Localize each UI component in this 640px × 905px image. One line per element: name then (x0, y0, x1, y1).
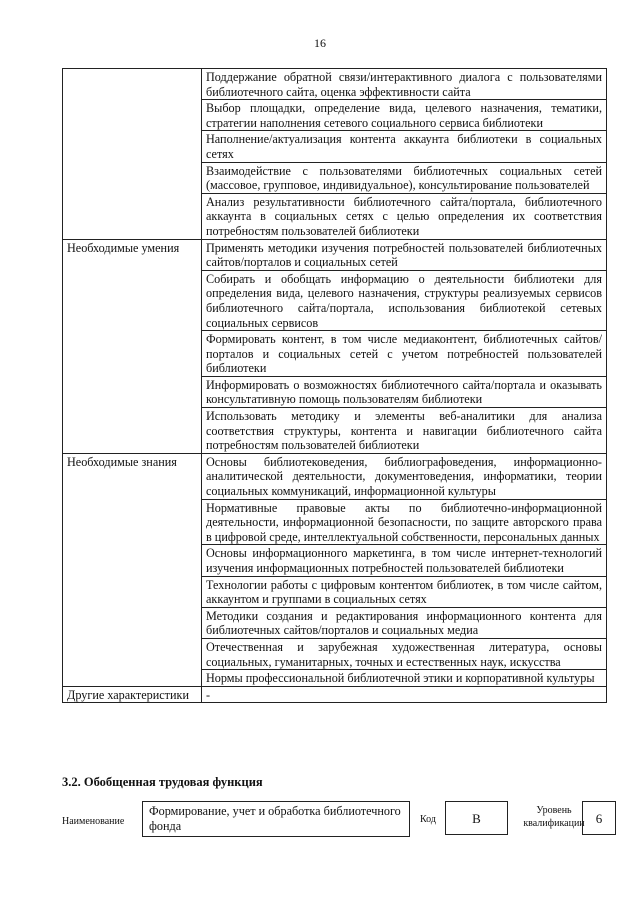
other-label: Другие характеристики (63, 686, 202, 703)
knowledge-item: Нормативные правовые акты по библиотечно-информационной деятельности, информационной безопасности, по защите авторского права в цифровой среде, интеллектуальной собственности, персональных данных (202, 499, 607, 545)
table-row (63, 239, 607, 270)
section-heading: 3.2. Обобщенная трудовая функция (62, 775, 263, 789)
table-cell: Анализ результативности библиотечного сайта/портала, библиотечного аккаунта в социальных сетях с целью определения их соответствия потребностям пользователей библиотеки (202, 193, 607, 239)
name-label: Наименование (62, 816, 125, 827)
name-value-box: Формирование, учет и обработка библиотечного фонда (142, 801, 410, 837)
table-row (63, 69, 607, 100)
level-value-box: 6 (582, 801, 616, 835)
other-value: - (202, 686, 607, 703)
skills-label: Необходимые умения (63, 239, 202, 453)
table-cell: Взаимодействие с пользователями библиотечных социальных сетей (массовое, групповое, индивидуальное), консультирование пользователей (202, 162, 607, 193)
knowledge-item: Основы библиотековедения, библиографоведения, информационно-аналитической деятельности, документоведения, информатики, теории социальных коммуникаций, информационной культуры (202, 453, 607, 499)
code-label: Код (420, 814, 436, 825)
knowledge-label: Необходимые знания (63, 453, 202, 686)
code-value-box: B (445, 801, 508, 835)
table-row (63, 686, 607, 703)
table-cell: Поддержание обратной связи/интерактивного диалога с пользователями библиотечного сайта, оценка эффективности сайта (202, 69, 607, 100)
skill-item: Информировать о возможностях библиотечного сайта/портала и оказывать консультативную помощь пользователям библиотеки (202, 376, 607, 407)
general-function-row (62, 801, 622, 841)
skill-item: Применять методики изучения потребностей пользователей библиотечных сайтов/порталов и социальных сетей (202, 239, 607, 270)
knowledge-item: Отечественная и зарубежная художественная литература, основы социальных, гуманитарных, точных и естественных наук, искусства (202, 638, 607, 669)
knowledge-item: Методики создания и редактирования информационного контента для библиотечных сайтов/порталов и социальных медиа (202, 607, 607, 638)
skill-item: Собирать и обобщать информацию о деятельности библиотеки для определения вида, целевого назначения, структуры реализуемых сервисов библиотечного сайта/портала, использования библиотекой сетевых социальных сервисов (202, 270, 607, 330)
page-number: 16 (314, 36, 326, 50)
requirements-table (62, 68, 607, 703)
knowledge-item: Нормы профессиональной библиотечной этики и корпоративной культуры (202, 670, 607, 687)
level-label: Уровень квалификации (523, 805, 585, 829)
skill-item: Формировать контент, в том числе медиаконтент, библиотечных сайтов/порталов и социальных сетей с учетом потребностей пользователей библиотеки (202, 331, 607, 377)
knowledge-item: Технологии работы с цифровым контентом библиотек, в том числе сайтом, аккаунтом и группами в социальных сетях (202, 576, 607, 607)
table-cell: Выбор площадки, определение вида, целевого назначения, тематики, стратегии наполнения сетевого социального сервиса библиотеки (202, 100, 607, 131)
empty-label-cell (63, 69, 202, 240)
knowledge-item: Основы информационного маркетинга, в том числе интернет-технологий изучения информационных потребностей пользователей библиотеки (202, 545, 607, 576)
table-row (63, 453, 607, 499)
skill-item: Использовать методику и элементы веб-аналитики для анализа соответствия структуры, контента и навигации библиотечного сайта потребностям пользователей библиотеки (202, 408, 607, 454)
table-cell: Наполнение/актуализация контента аккаунта библиотеки в социальных сетях (202, 131, 607, 162)
